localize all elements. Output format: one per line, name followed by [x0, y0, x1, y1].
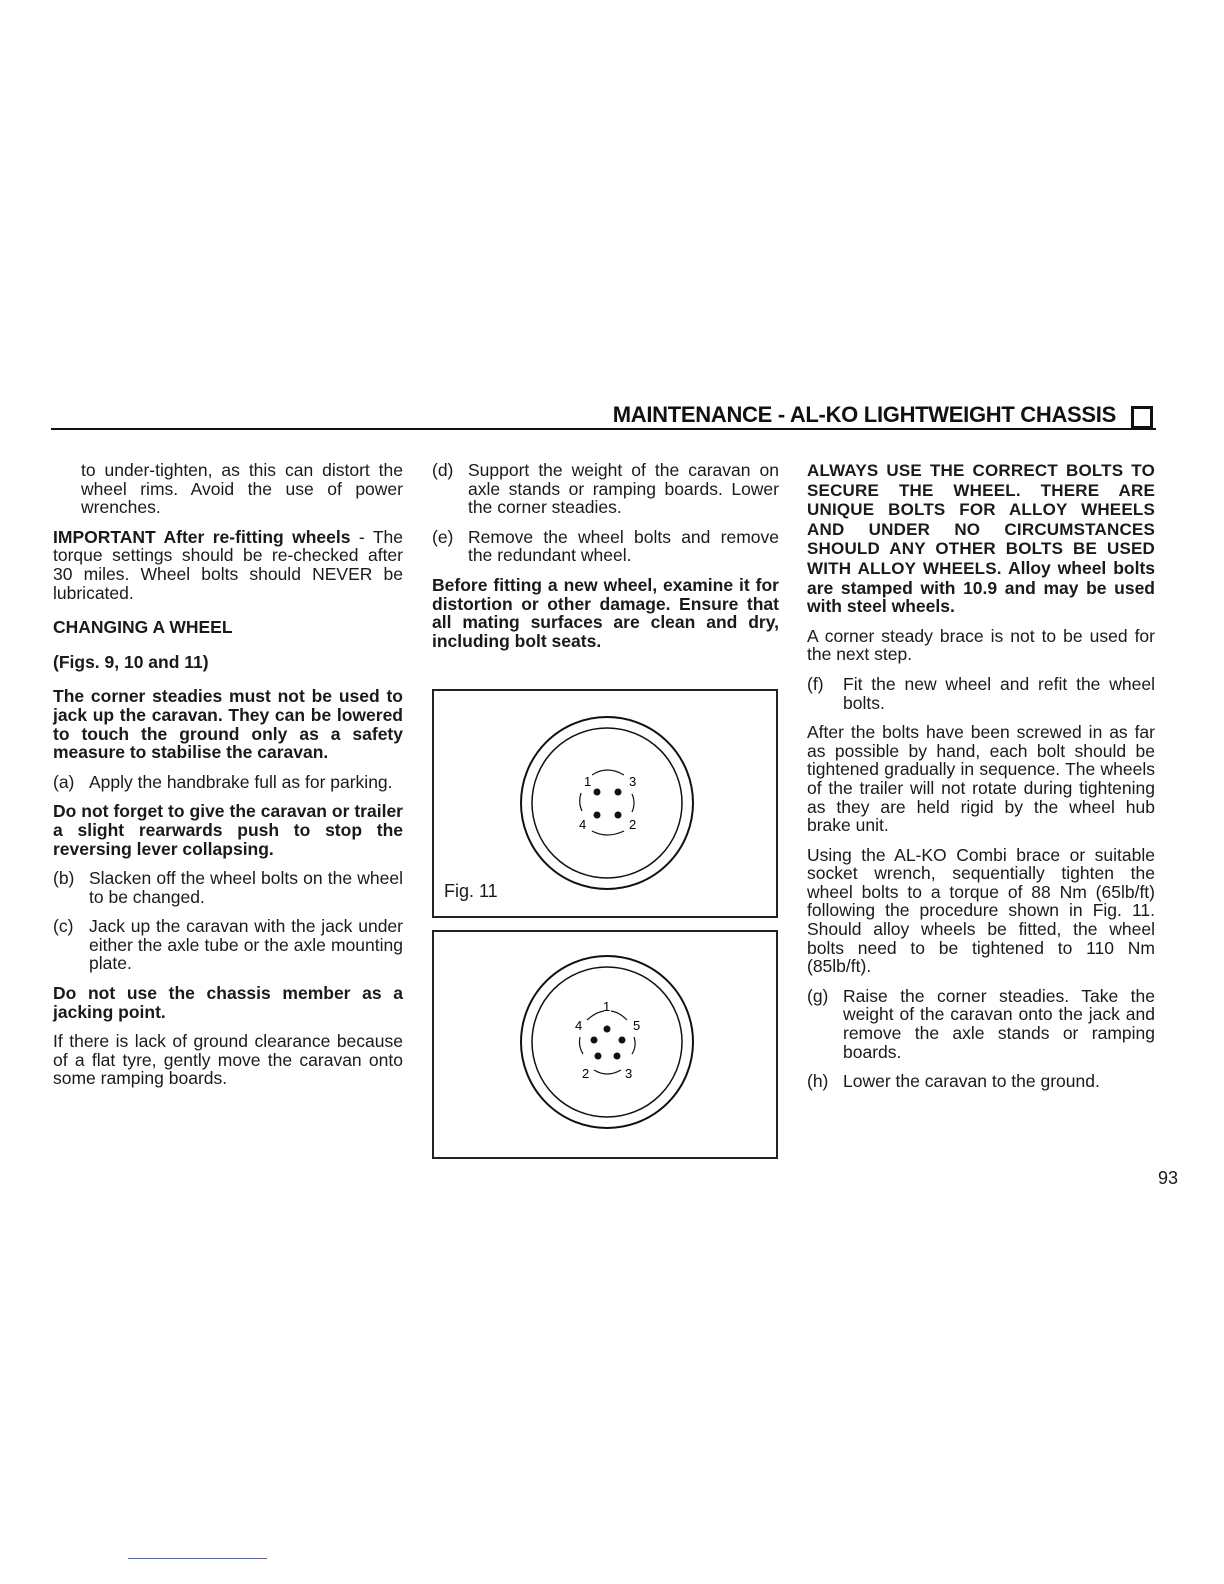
page-number: 93: [1158, 1168, 1179, 1188]
figure-caption: Fig. 11: [444, 881, 498, 901]
header-divider: [51, 428, 1156, 430]
decorative-underline: [128, 1558, 267, 1559]
paragraph-continuation: to under-tighten, as this can distort the wheel rims. Avoid the use of power wrenches.: [81, 460, 403, 518]
bolts-warning: [807, 461, 1155, 616]
important-note: [53, 528, 403, 602]
step-d: [432, 461, 779, 517]
bolt-number: 5: [633, 1018, 641, 1033]
bolt-number: 2: [582, 1066, 590, 1081]
important-text: - The torque settings should be re-checked after 30 miles. Wheel bolts should NEVER be lubricated.: [53, 526, 404, 603]
bolt-number: 4: [579, 817, 587, 832]
step-text: Raise the corner steadies. Take the weight of the caravan onto the jack and remove the axle stands or ramping boards.: [843, 985, 1155, 1062]
step-c: [53, 917, 403, 973]
bolt-number: 3: [629, 774, 637, 789]
step-label: (g): [807, 985, 829, 1006]
step-b: [53, 869, 403, 906]
step-label: (c): [53, 916, 74, 937]
paragraph-ground-clearance: If there is lack of ground clearance because of a flat tyre, gently move the caravan onto some ramping boards.: [53, 1031, 403, 1089]
step-label: (a): [53, 771, 75, 792]
checkbox-square-icon: [1131, 406, 1153, 428]
bolts-warning-caps: ALWAYS USE THE CORRECT BOLTS TO SECURE THE WHEEL. THERE ARE UNIQUE BOLTS FOR ALLOY WHEELS AND UNDER NO CIRCUMSTANCES SHOULD ANY OTHER BOLTS BE USED WITH ALLOY WHEELS.: [807, 461, 1155, 578]
paragraph-brace-note: A corner steady brace is not to be used for the next step.: [807, 625, 1155, 665]
bolt-number: 1: [603, 999, 611, 1014]
bolt-number: 1: [584, 774, 592, 789]
section-heading: CHANGING A WHEEL: [53, 617, 233, 638]
step-text: Support the weight of the caravan on axle stands or ramping boards. Lower the corner steadies.: [468, 460, 779, 518]
figure-4-bolt: [432, 689, 778, 918]
column-middle: [432, 461, 779, 661]
step-text: Jack up the caravan with the jack under either the axle tube or the axle mounting plate.: [89, 916, 403, 974]
step-label: (h): [807, 1071, 829, 1092]
figure-reference: (Figs. 9, 10 and 11): [53, 651, 209, 672]
step-label: (d): [432, 460, 454, 480]
figure-5-bolt: [432, 930, 778, 1159]
important-label: IMPORTANT After re-fitting wheels: [53, 526, 351, 547]
paragraph-torque: Using the AL-KO Combi brace or suitable socket wrench, sequentially tighten the wheel bolts to a torque of 88 Nm (65lb/ft) following the procedure shown in Fig. 11. Should alloy wheels be fitted, the wheel bolts need to be tightened to 110 Nm (85lb/ft).: [807, 844, 1155, 977]
step-text: Slacken off the wheel bolts on the wheel to be changed.: [89, 868, 403, 907]
step-text: Lower the caravan to the ground.: [843, 1071, 1100, 1092]
bolt-number: 2: [629, 817, 637, 832]
step-h: [807, 1072, 1155, 1091]
bolts-warning-rest: Alloy wheel bolts are stamped with 10.9 and may be used with steel wheels.: [807, 557, 1156, 617]
step-label: (e): [432, 526, 454, 547]
wheel-5-bolt-diagram: [434, 932, 776, 1157]
column-right: [807, 461, 1155, 1102]
step-text: Apply the handbrake full as for parking.: [89, 771, 393, 792]
bolt-number: 4: [575, 1018, 583, 1033]
step-g: [807, 987, 1155, 1061]
warning-new-wheel: Before fitting a new wheel, examine it for distortion or other damage. Ensure that all mating surfaces are clean and dry, including bolt seats.: [432, 574, 779, 651]
step-f: [807, 675, 1155, 712]
step-text: Remove the wheel bolts and remove the redundant wheel.: [468, 526, 779, 566]
section-title: MAINTENANCE - AL-KO LIGHTWEIGHT CHASSIS: [612, 402, 1116, 427]
warning-corner-steadies: The corner steadies must not be used to jack up the caravan. They can be lowered to touch the ground only as a safety measure to stabilise the caravan.: [53, 686, 403, 763]
step-a: [53, 773, 403, 792]
step-e: [432, 528, 779, 565]
step-text: Fit the new wheel and refit the wheel bolts.: [843, 673, 1155, 713]
step-label: (f): [807, 673, 824, 694]
paragraph-tightening-sequence: After the bolts have been screwed in as far as possible by hand, each bolt should be tightened gradually in sequence. The wheels of the trailer will not rotate during tightening as they are held rigid by the wheel hub brake unit.: [807, 722, 1155, 836]
warning-chassis-member: Do not use the chassis member as a jacking point.: [53, 983, 403, 1022]
bolt-number: 3: [625, 1066, 633, 1081]
step-label: (b): [53, 868, 75, 889]
column-left: [53, 461, 403, 1099]
warning-reversing-lever: Do not forget to give the caravan or trailer a slight rearwards push to stop the reversing lever collapsing.: [53, 801, 403, 859]
